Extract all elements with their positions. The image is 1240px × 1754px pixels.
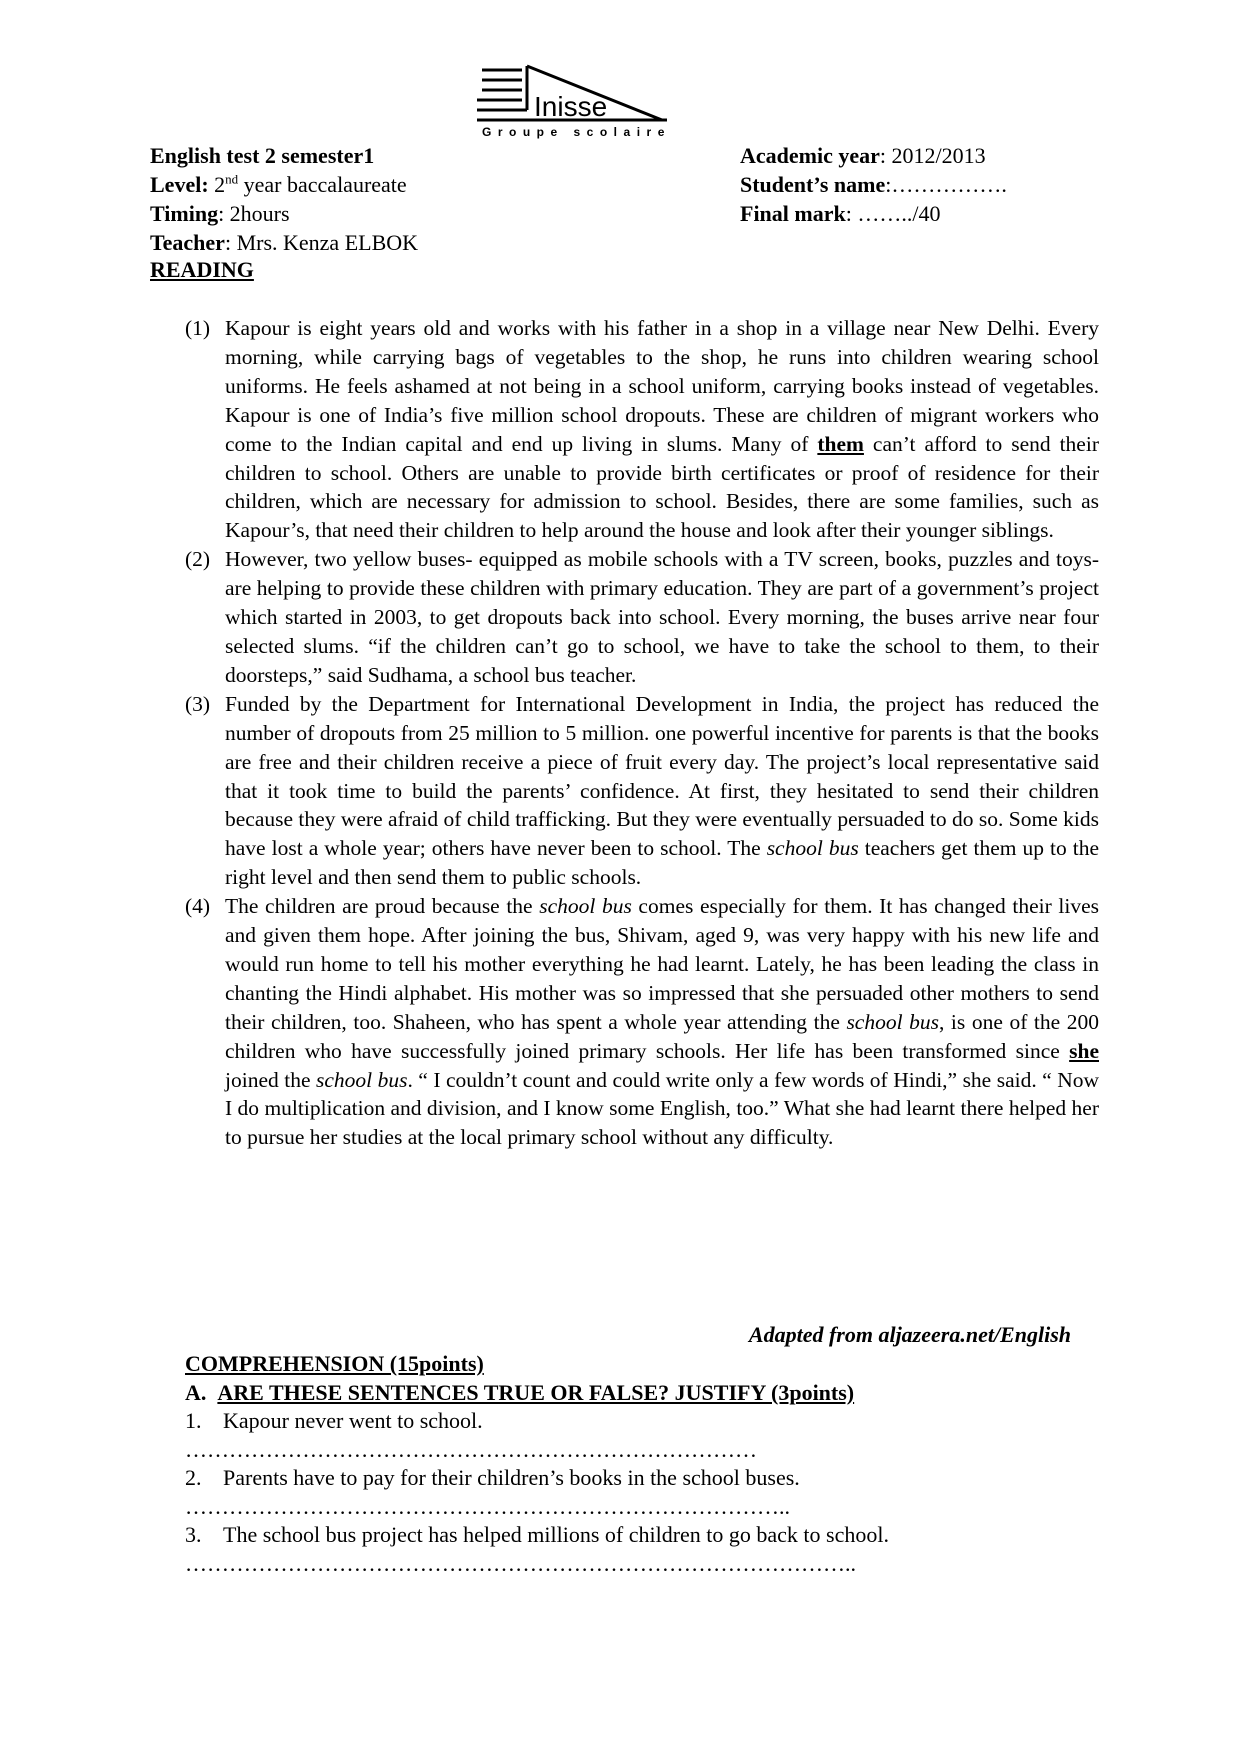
italic-term: school bus xyxy=(315,1067,408,1092)
italic-term: school bus xyxy=(539,894,632,919)
section-title-reading: READING xyxy=(150,257,254,282)
header-left xyxy=(150,141,418,257)
logo-subtitle: Groupe scolaire xyxy=(482,125,671,139)
final-mark-label: Final mark xyxy=(740,201,846,226)
timing-value: : 2hours xyxy=(218,201,290,226)
paragraph-text: , is one of the 200 children who have successfully joined primary schools. Her life has been transformed since xyxy=(225,1009,1099,1063)
part-a-letter: A. xyxy=(185,1379,207,1405)
logo-brand: Inisse xyxy=(534,91,608,122)
paragraph-text: However, two yellow buses- equipped as mobile schools with a TV screen, books, puzzles and toys- are helping to provide these children with primary education. They are part of a government’s project which started in 2003, to get dropouts back into school. Every morning, the buses arrive near four selected slums. “if the children can’t go to school, we have to take the school to them, to their doorsteps,” said Sudhama, a school bus teacher. xyxy=(225,547,1099,687)
teacher-value: : Mrs. Kenza ELBOK xyxy=(224,230,419,255)
level-value: year baccalaureate xyxy=(238,172,407,197)
question-number: 1. xyxy=(185,1408,202,1433)
reference-word: she xyxy=(1069,1038,1099,1063)
comprehension-title: COMPREHENSION (15points) xyxy=(185,1351,484,1376)
italic-term: school bus xyxy=(846,1009,939,1034)
paragraph-text: teachers get them up to the right level and then send them to public schools. xyxy=(225,836,1100,890)
paragraph-number: (2) xyxy=(185,547,211,572)
paragraph-text: The children are proud because the xyxy=(225,894,540,919)
comprehension-section xyxy=(185,1350,1085,1578)
level-label: Level: xyxy=(150,172,209,197)
part-a-heading xyxy=(185,1379,1085,1408)
paragraph-4 xyxy=(185,892,1099,1152)
source-credit: Adapted from aljazeera.net/English xyxy=(748,1322,1071,1347)
academic-year-label: Academic year xyxy=(740,143,880,168)
level-sup: nd xyxy=(225,171,239,187)
reading-passage xyxy=(185,314,1099,1152)
question-1 xyxy=(185,1407,1085,1436)
question-number: 3. xyxy=(185,1522,202,1547)
paragraph-3 xyxy=(185,690,1099,892)
paragraph-number: (4) xyxy=(185,894,211,919)
answer-line-2[interactable]: ……………………………………………………………………….. xyxy=(185,1493,790,1519)
question-text: Kapour never went to school. xyxy=(223,1408,483,1433)
paragraph-text: . “ I couldn’t count and could write only a few words of Hindi,” she said. “ Now I do multiplication and division, and I know some English, too.” What she had learnt there helped her to pursue her studies at the local primary school without any difficulty. xyxy=(225,1067,1100,1150)
student-name-field[interactable]: :……………. xyxy=(885,172,1007,197)
timing-label: Timing xyxy=(150,201,219,226)
level-num: 2 xyxy=(214,172,226,197)
italic-term: school bus xyxy=(766,836,859,861)
part-a-title: ARE THESE SENTENCES TRUE OR FALSE? JUSTIFY (3points) xyxy=(217,1379,855,1405)
paragraph-text: Funded by the Department for International Development in India, the project has reduced the number of dropouts from 25 million to 5 million. one powerful incentive for parents is that the books are free and their children receive a piece of fruit every day. The project’s local representative said that it took time to build the parents’ confidence. At first, they hesitated to send their children because they were afraid of child trafficking. But they were eventually persuaded to do so. Some kids have lost a whole year; others have never been to school. The xyxy=(225,691,1099,861)
paragraph-1 xyxy=(185,314,1099,545)
paragraph-text: joined the xyxy=(225,1067,316,1092)
paragraph-2 xyxy=(185,545,1099,690)
answer-line-3[interactable]: ……………………………………………………………………………….. xyxy=(185,1550,856,1576)
question-3 xyxy=(185,1521,1085,1550)
final-mark-field[interactable]: : ……../40 xyxy=(845,201,941,226)
question-text: Parents have to pay for their children’s books in the school buses. xyxy=(223,1465,800,1490)
paragraph-text: Kapour is eight years old and works with his father in a shop in a village near New Delhi. Every morning, while carrying bags of vegetables to the shop, he runs into children wearing school uniforms. He feels ashamed at not being in a school uniform, carrying books instead of vegetables. Kapour is one of India’s five million school dropouts. These are children of migrant workers who come to the Indian capital and end up living in slums. Many of xyxy=(225,316,1099,456)
header-right xyxy=(740,141,1007,228)
question-number: 2. xyxy=(185,1465,202,1490)
student-name-label: Student’s name xyxy=(740,172,886,197)
paragraph-number: (1) xyxy=(185,316,211,340)
paragraph-text: comes especially for them. It has changed their lives and given them hope. After joining the bus, Shivam, aged 9, was very happy with his new life and would run home to tell his mother everything he had learnt. Lately, he has been leading the class in chanting the Hindi alphabet. His mother was so impressed that she persuaded other mothers to send their children, too. Shaheen, who has spent a whole year attending the xyxy=(225,894,1100,1034)
reference-word: them xyxy=(817,431,864,456)
question-2 xyxy=(185,1464,1085,1493)
answer-line-1[interactable]: …………………………………………………………………… xyxy=(185,1436,757,1462)
question-text: The school bus project has helped millions of children to go back to school. xyxy=(223,1522,889,1547)
paragraph-text: can’t afford to send their children to school. Others are unable to provide birth certificates or proof of residence for their children, which are necessary for admission to school. Besides, there are some families, such as Kapour’s, that need their children to help around the house and look after their younger siblings. xyxy=(225,431,1099,543)
school-logo xyxy=(472,60,692,140)
teacher-label: Teacher xyxy=(150,230,225,255)
test-title: English test 2 semester1 xyxy=(150,143,375,168)
academic-year-value: : 2012/2013 xyxy=(879,143,986,168)
paragraph-number: (3) xyxy=(185,691,211,716)
